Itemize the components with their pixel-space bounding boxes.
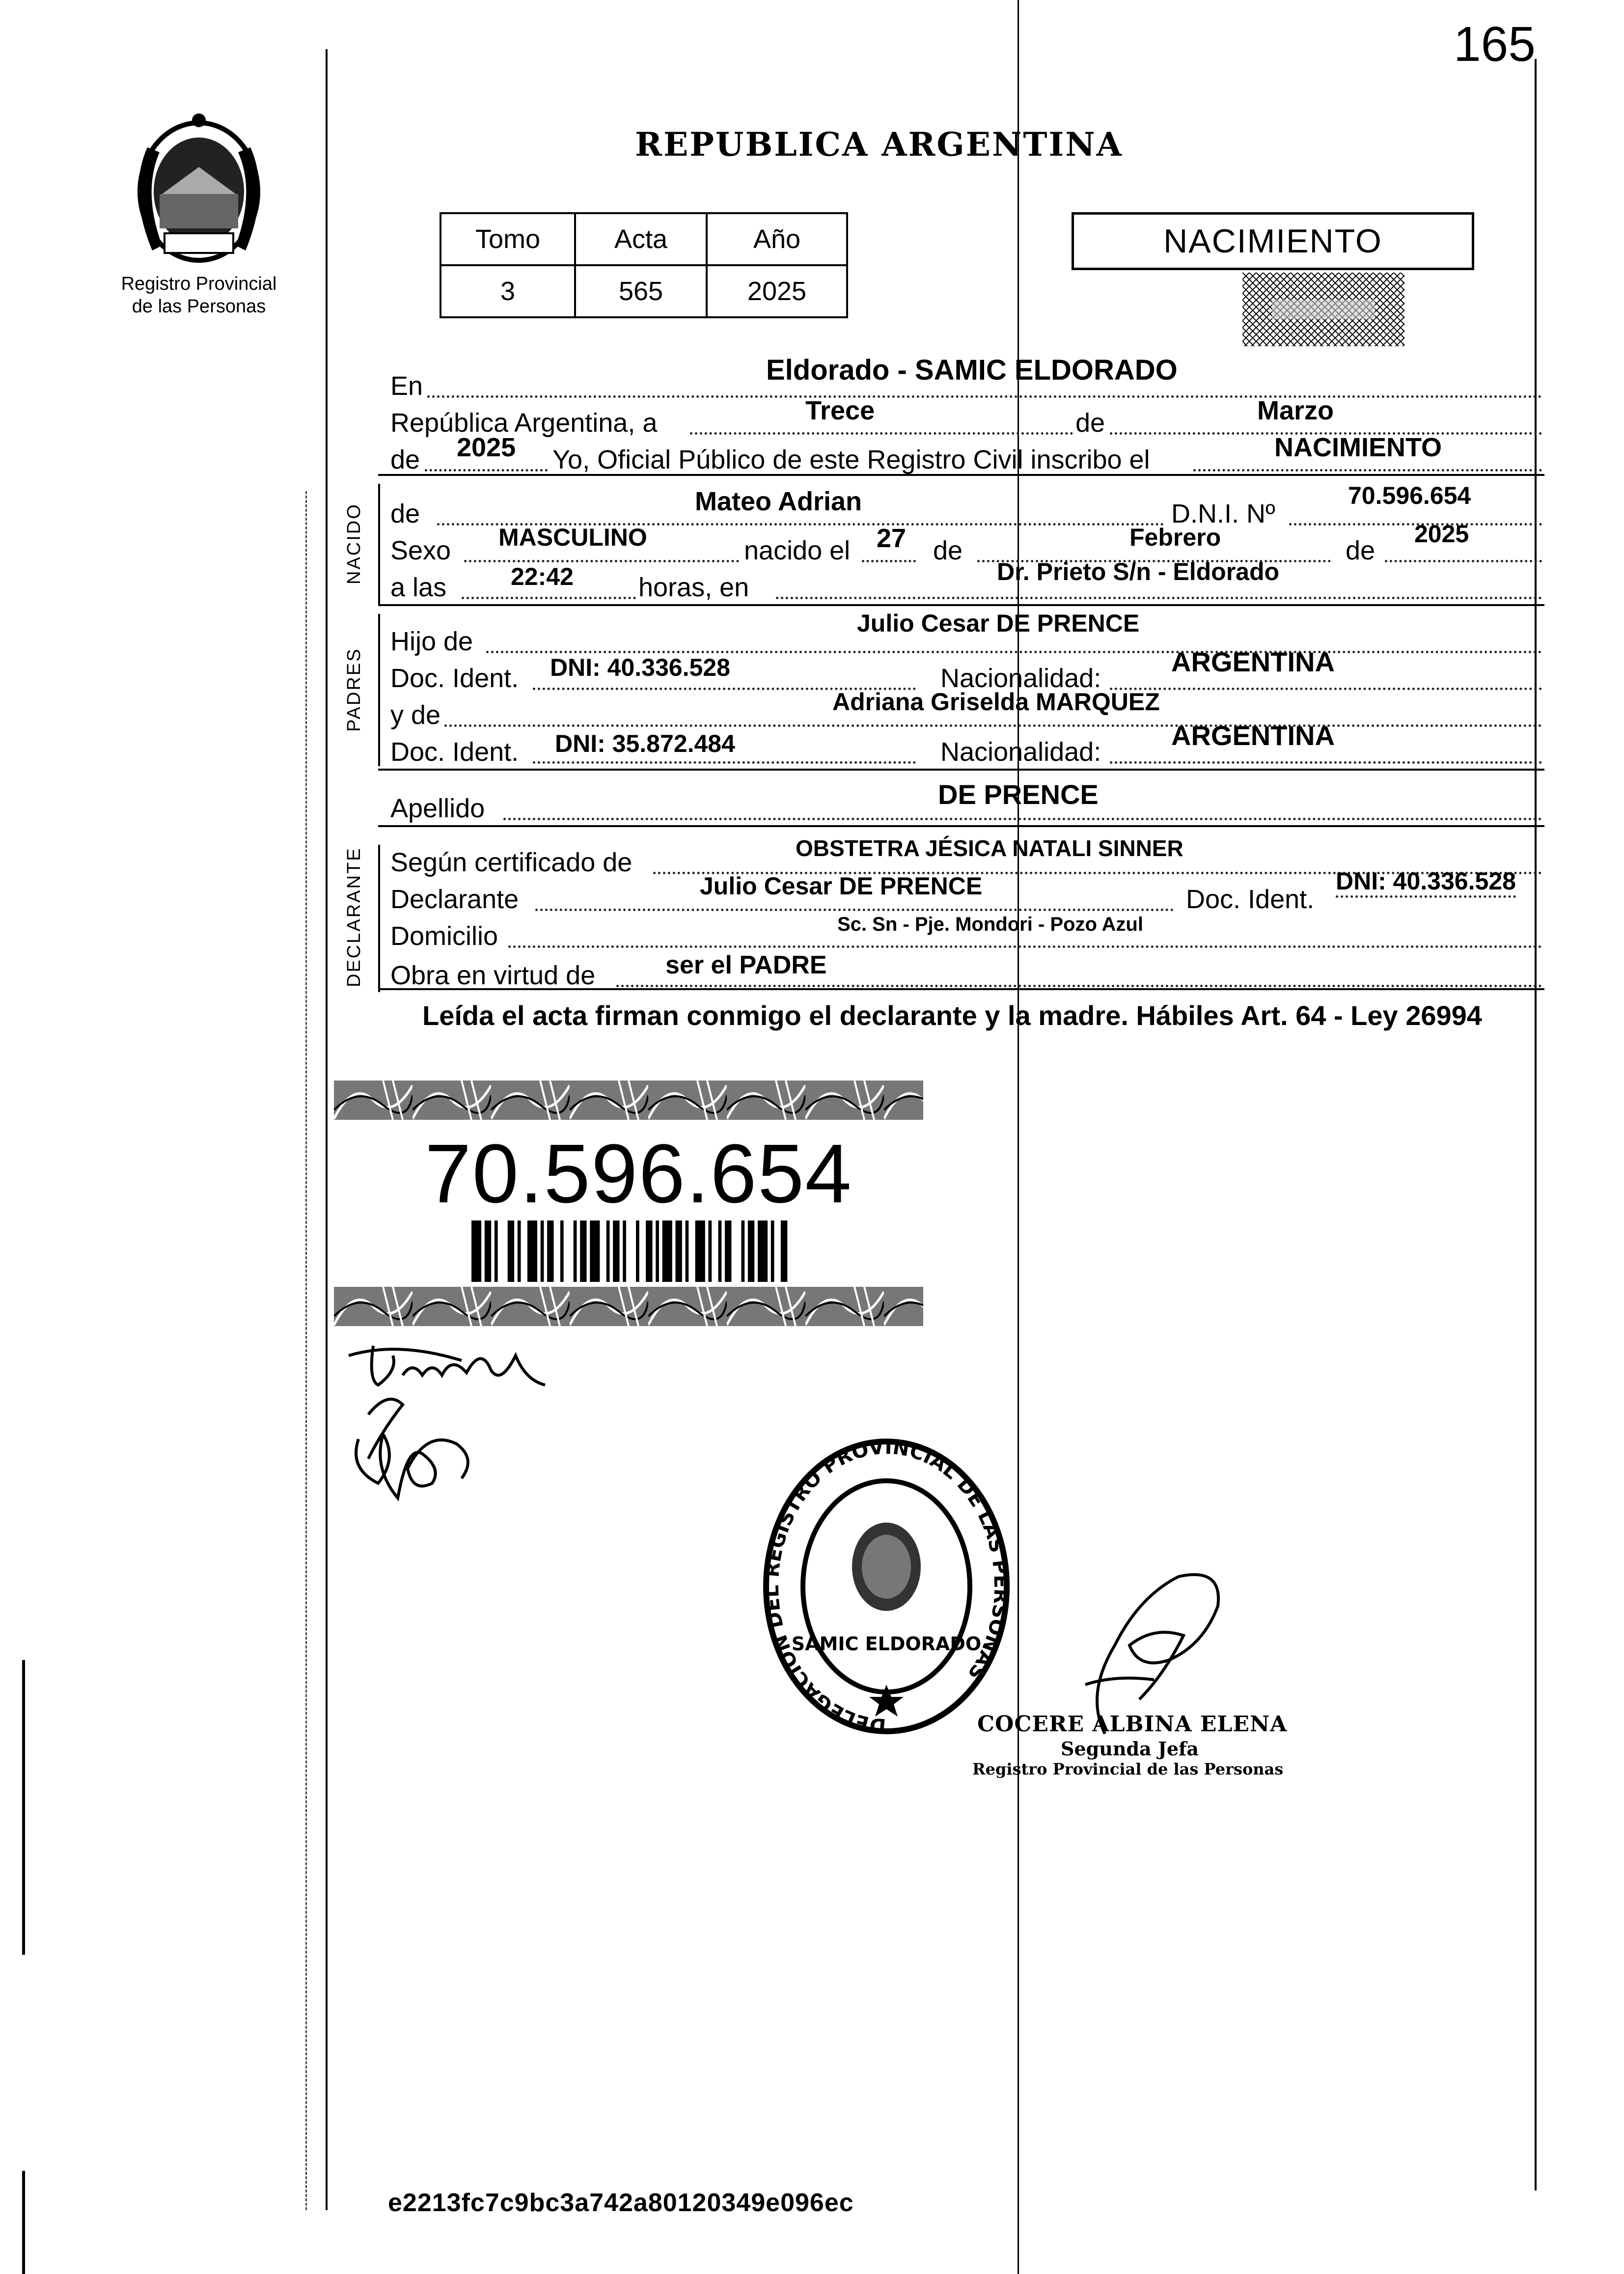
barcode-bar [741, 1220, 744, 1282]
barcode-bar [623, 1220, 626, 1282]
document-title: REPUBLICA ARGENTINA [635, 125, 1123, 164]
mother-doc-label: Doc. Ident. [390, 737, 519, 767]
barcode-bar [606, 1220, 610, 1282]
declarante-value: Julio Cesar DE PRENCE [700, 872, 983, 900]
closing-note: Leída el acta firman conmigo el declarante y la madre. Hábiles Art. 64 - Ley 26994 [422, 1000, 1482, 1031]
birth-place-value: Dr. Prieto S/n - Eldorado [997, 558, 1280, 585]
mother-nat-label: Nacionalidad: [940, 737, 1101, 767]
barcode-bar [748, 1220, 754, 1282]
birth-day-value: 27 [877, 524, 907, 553]
father-doc-value: DNI: 40.336.528 [550, 654, 730, 681]
father-name-value: Julio Cesar DE PRENCE [857, 610, 1140, 637]
acta-value: 565 [575, 265, 707, 317]
barcode-bar [636, 1220, 639, 1282]
barcode-bar [580, 1220, 586, 1282]
official-block [972, 1712, 1288, 1779]
right-margin-line [1535, 59, 1537, 2191]
seal-ring-text: DELEGACION DEL REGISTRO PROVINCIAL DE LAS PERSONAS [760, 1436, 1013, 1737]
barcode-bar [574, 1220, 577, 1282]
scan-edge-line [22, 1660, 25, 1955]
horas-label: horas, en [638, 573, 749, 602]
mother-doc-dots [533, 761, 916, 764]
barcode-bar [771, 1220, 774, 1282]
place-dots [776, 597, 1542, 599]
security-band-bottom [334, 1287, 923, 1326]
dni-label: D.N.I. Nº [1171, 499, 1275, 528]
a-las-label: a las [390, 573, 447, 602]
hijo-label: Hijo de [390, 627, 473, 656]
inscribe-dots [1193, 469, 1542, 471]
barcode-bar [695, 1220, 705, 1282]
acta-header: Acta [575, 213, 707, 265]
birth-year-dots [1385, 560, 1542, 562]
tomo-value: 3 [440, 265, 575, 317]
barcode-bar [495, 1220, 498, 1282]
barcode-bar [675, 1220, 682, 1282]
en-label: En [390, 371, 423, 401]
declarante-label: Declarante [390, 885, 519, 914]
declarante-section-label: DECLARANTE [344, 847, 364, 987]
barcode-bar [686, 1220, 689, 1282]
year-value: 2025 [457, 433, 516, 462]
nacido-el-label: nacido el [744, 536, 851, 565]
barcode-bar [646, 1220, 652, 1282]
barcode-bar [547, 1220, 553, 1282]
security-hologram [1242, 273, 1404, 346]
de-label: de [1075, 408, 1105, 438]
obra-dots [616, 985, 1542, 987]
barcode-bar [508, 1220, 514, 1282]
official-office: Registro Provincial de las Personas [972, 1760, 1284, 1779]
year-prefix: de [390, 445, 420, 474]
domicilio-dots [508, 945, 1542, 948]
obra-label: Obra en virtud de [390, 961, 596, 990]
barcode-bar [527, 1220, 537, 1282]
page-number: 165 [1454, 17, 1536, 72]
official-name: COCERE ALBINA ELENA [977, 1712, 1288, 1737]
document-hash: e2213fc7c9bc3a742a80120349e096ec [388, 2189, 854, 2217]
apellido-dots [503, 818, 1542, 820]
sexo-dots [464, 560, 739, 562]
inscribe-value: NACIMIENTO [1274, 433, 1442, 462]
y-de-label: y de [390, 700, 441, 730]
oficial-text: Yo, Oficial Público de este Registro Civil inscribo el [552, 445, 1150, 474]
declarante-doc-value: DNI: 40.336.528 [1336, 867, 1516, 898]
mother-nat-dots [1110, 761, 1542, 764]
registry-institution-label [83, 273, 314, 318]
misiones-crest-emblem [118, 108, 280, 270]
tomo-header: Tomo [440, 213, 575, 265]
month-value: Marzo [1257, 396, 1334, 425]
nacido-section-label: NACIDO [344, 503, 364, 584]
institution-line-1: Registro Provincial [121, 274, 277, 294]
mother-signature [339, 1370, 501, 1518]
sexo-label: Sexo [390, 536, 451, 565]
day-value: Trece [805, 396, 875, 425]
barcode-bar [781, 1220, 787, 1282]
official-role: Segunda Jefa [1061, 1737, 1199, 1760]
barcode-bar [560, 1220, 564, 1282]
mother-dots [444, 724, 1542, 727]
barcode-bar [518, 1220, 521, 1282]
en-dots [427, 395, 1542, 398]
barcode-bar [725, 1220, 731, 1282]
section-rule-5 [378, 988, 1544, 990]
section-rule-2 [378, 604, 1544, 606]
apellido-label: Apellido [390, 794, 485, 823]
nacido-bracket [378, 484, 380, 604]
father-nat-label: Nacionalidad: [940, 664, 1101, 693]
de2-label: de [933, 536, 963, 565]
registry-table [440, 212, 848, 318]
barcode-bar [708, 1220, 712, 1282]
birth-time-value: 22:42 [511, 563, 574, 590]
child-name-value: Mateo Adrian [695, 487, 862, 516]
birth-year-value: 2025 [1414, 520, 1469, 548]
barcode-bar [758, 1220, 768, 1282]
barcode-bar [590, 1220, 600, 1282]
section-rule-4 [378, 825, 1544, 827]
security-band-top [334, 1081, 923, 1120]
certificado-label: Según certificado de [390, 848, 633, 877]
time-dots [462, 597, 636, 599]
left-margin-line [326, 49, 328, 2210]
section-rule-3 [378, 769, 1544, 771]
mother-name-value: Adriana Griselda MARQUEZ [832, 688, 1160, 716]
seal-inner-text: SAMIC ELDORADO [791, 1633, 982, 1655]
padres-section-label: PADRES [344, 647, 364, 732]
scan-edge-line-bottom [22, 2171, 25, 2274]
republica-label: República Argentina, a [390, 408, 658, 438]
section-rule-1 [378, 474, 1544, 476]
birth-month-value: Febrero [1129, 524, 1221, 551]
declarante-bracket [378, 845, 380, 992]
domicilio-value: Sc. Sn - Pje. Mondori - Pozo Azul [837, 914, 1143, 935]
birth-day-dots [862, 560, 916, 562]
obra-value: ser el PADRE [665, 951, 827, 979]
en-value: Eldorado - SAMIC ELDORADO [766, 354, 1178, 386]
declarante-dots [535, 909, 1174, 911]
dni-barcode [471, 1220, 791, 1282]
punch-mark-column [305, 491, 307, 2210]
mother-nat-value: ARGENTINA [1171, 720, 1335, 751]
child-dni-value: 70.596.654 [1348, 482, 1471, 509]
sexo-value: MASCULINO [498, 524, 647, 551]
institution-line-2: de las Personas [132, 296, 266, 317]
certificado-value: OBSTETRA JÉSICA NATALI SINNER [796, 835, 1184, 861]
year-dots [425, 469, 548, 471]
padres-bracket [378, 614, 380, 766]
name-label: de [390, 499, 420, 528]
barcode-bar [718, 1220, 722, 1282]
father-nat-dots [1110, 688, 1542, 690]
mother-doc-value: DNI: 35.872.484 [555, 730, 735, 757]
barcode-bar [613, 1220, 619, 1282]
father-nat-value: ARGENTINA [1171, 646, 1335, 677]
de3-label: de [1346, 536, 1376, 565]
barcode-bar [471, 1220, 481, 1282]
center-fold-line [1018, 0, 1019, 2274]
father-doc-label: Doc. Ident. [390, 664, 519, 693]
record-type-box: NACIMIENTO [1072, 212, 1474, 270]
barcode-bar [656, 1220, 659, 1282]
barcode-bar [541, 1220, 544, 1282]
registry-delegation-seal [756, 1429, 1017, 1744]
anio-value: 2025 [707, 265, 847, 317]
anio-header: Año [707, 213, 847, 265]
apellido-value: DE PRENCE [938, 779, 1099, 810]
domicilio-label: Domicilio [390, 921, 498, 951]
barcode-bar [662, 1220, 672, 1282]
republica-dots-1 [690, 432, 1073, 435]
barcode-bar [485, 1220, 491, 1282]
big-dni-number: 70.596.654 [425, 1127, 853, 1220]
declarante-doc-label: Doc. Ident. [1186, 885, 1315, 914]
